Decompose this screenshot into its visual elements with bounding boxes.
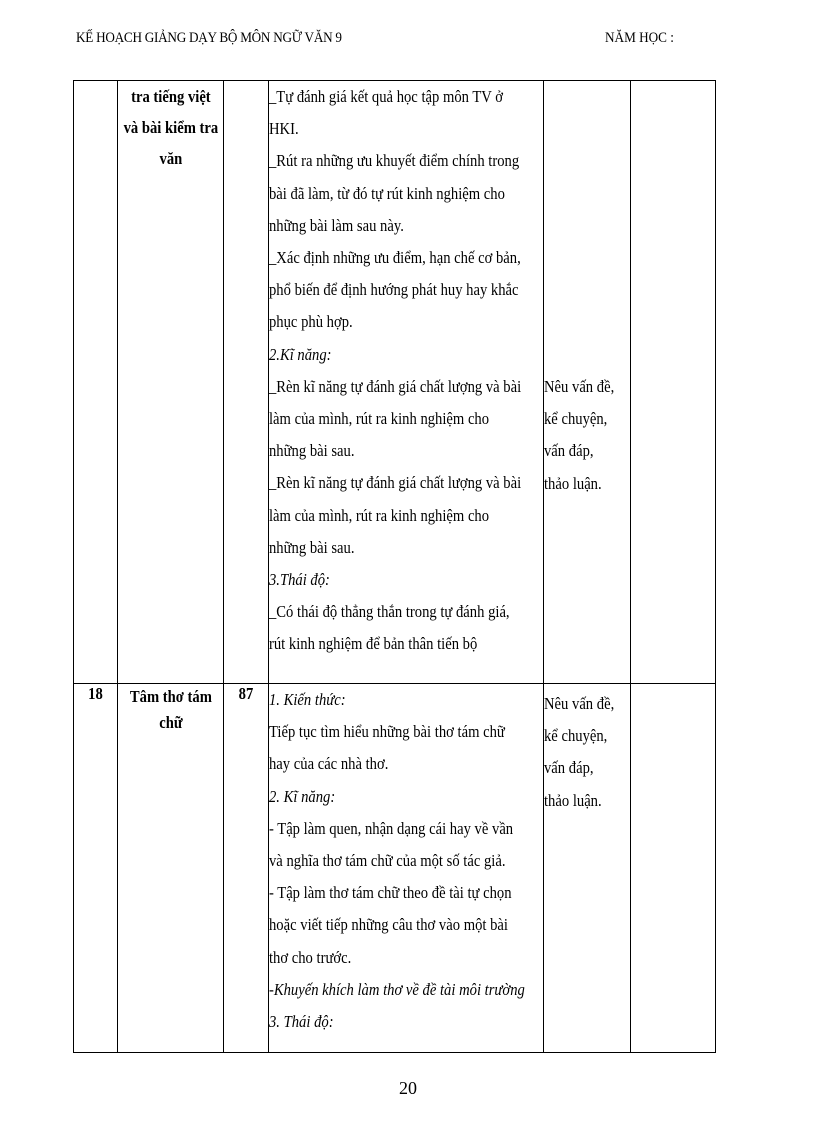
teaching-plan-table bbox=[73, 80, 716, 1053]
table-row bbox=[74, 684, 716, 1053]
objective-line: 3.Thái độ: bbox=[269, 570, 330, 590]
document-header-title: KẾ HOẠCH GIẢNG DẠY BỘ MÔN NGỮ VĂN 9 bbox=[76, 30, 342, 46]
objective-line: phục phù hợp. bbox=[269, 312, 353, 332]
method-cell bbox=[544, 684, 631, 1053]
week-cell: 18 bbox=[74, 684, 118, 1053]
lesson-line: và bài kiểm tra bbox=[123, 118, 218, 137]
method-line: Nêu vấn đề, bbox=[544, 694, 615, 713]
objective-line: những bài làm sau này. bbox=[269, 215, 404, 235]
objective-line: làm của mình, rút ra kinh nghiệm cho bbox=[269, 409, 490, 429]
objective-line: hoặc viết tiếp những câu thơ vào một bài bbox=[269, 915, 508, 935]
objective-line: - Tập làm thơ tám chữ theo đề tài tự chọn bbox=[269, 883, 512, 903]
note-cell bbox=[631, 684, 716, 1053]
method-line: vấn đáp, bbox=[544, 441, 594, 461]
lesson-cell bbox=[118, 81, 224, 684]
objective-line: -Khuyến khích làm thơ về đề tài môi trường bbox=[269, 979, 525, 999]
objective-line: phổ biến để định hướng phát huy hay khắc bbox=[269, 280, 519, 300]
objective-line: 2.Kĩ năng: bbox=[269, 344, 332, 364]
objective-line: _Rút ra những ưu khuyết điểm chính trong bbox=[269, 151, 520, 171]
objectives-cell bbox=[269, 684, 544, 1053]
method-line: vấn đáp, bbox=[544, 758, 594, 778]
objective-line: những bài sau. bbox=[269, 441, 355, 461]
week-cell bbox=[74, 81, 118, 684]
method-line: kể chuyện, bbox=[544, 409, 608, 429]
school-year-label: NĂM HỌC : bbox=[605, 30, 674, 46]
objective-line: _Xác định những ưu điểm, hạn chế cơ bản, bbox=[269, 248, 521, 268]
objective-line: làm của mình, rút ra kinh nghiệm cho bbox=[269, 505, 490, 525]
page-number: 20 bbox=[399, 1078, 417, 1098]
objective-line: _Rèn kĩ năng tự đánh giá chất lượng và bài bbox=[269, 473, 522, 493]
lesson-line: tra tiếng việt bbox=[130, 87, 211, 106]
objective-line: - Tập làm quen, nhận dạng cái hay về vần bbox=[269, 818, 514, 838]
note-cell bbox=[631, 81, 716, 684]
objectives-cell bbox=[269, 81, 544, 684]
objective-line: 2. Kĩ năng: bbox=[269, 786, 336, 806]
lesson-line: chữ bbox=[158, 713, 183, 732]
method-line: thảo luận. bbox=[544, 790, 602, 810]
table-row bbox=[74, 81, 716, 684]
method-line: Nêu vấn đề, bbox=[544, 377, 615, 396]
objective-line: rút kinh nghiệm để bản thân tiến bộ bbox=[269, 634, 478, 654]
lesson-line: văn bbox=[159, 149, 182, 168]
objective-line: 3. Thái độ: bbox=[269, 1012, 334, 1032]
objective-line: và nghĩa thơ tám chữ của một số tác giả. bbox=[269, 851, 506, 871]
lesson-cell bbox=[118, 684, 224, 1053]
method-line: thảo luận. bbox=[544, 473, 602, 493]
objective-line: thơ cho trước. bbox=[269, 947, 352, 967]
objective-line: những bài sau. bbox=[269, 537, 355, 557]
objective-line: Tiếp tục tìm hiểu những bài thơ tám chữ bbox=[269, 722, 505, 742]
period-cell: 87 bbox=[224, 684, 269, 1053]
method-line: kể chuyện, bbox=[544, 726, 608, 746]
objective-line: _Tự đánh giá kết quả học tập môn TV ở bbox=[269, 87, 503, 106]
objective-line: _Rèn kĩ năng tự đánh giá chất lượng và bài bbox=[269, 376, 522, 396]
method-cell bbox=[544, 81, 631, 684]
period-cell bbox=[224, 81, 269, 684]
lesson-line: Tâm thơ tám bbox=[129, 687, 212, 706]
objective-line: bài đã làm, từ đó tự rút kinh nghiệm cho bbox=[269, 183, 505, 203]
objective-line: 1. Kiến thức: bbox=[269, 690, 346, 709]
objective-line: HKI. bbox=[269, 119, 299, 139]
objective-line: hay của các nhà thơ. bbox=[269, 754, 389, 774]
objective-line: _Có thái độ thẳng thắn trong tự đánh giá, bbox=[269, 602, 510, 622]
